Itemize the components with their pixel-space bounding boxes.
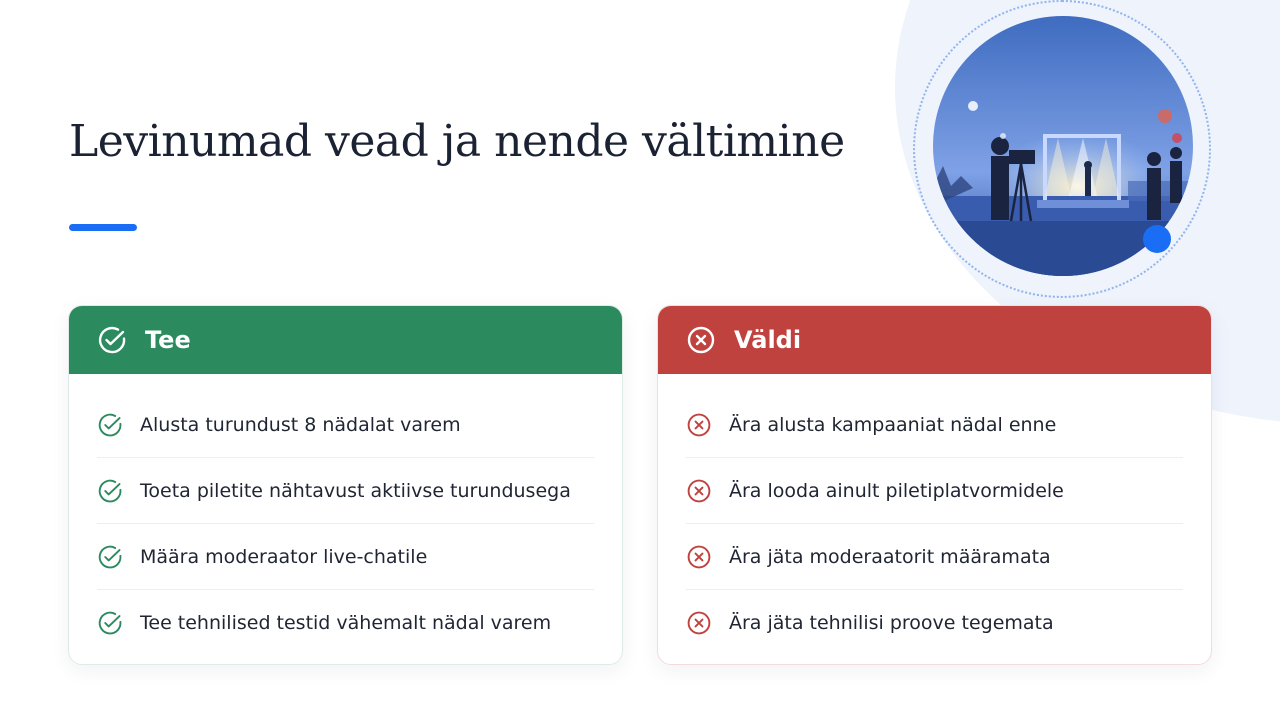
avoid-list [658,374,1211,655]
list-item [97,458,594,524]
list-item-text: Ära jäta moderaatorit määramata [729,545,1051,568]
list-item-text: Tee tehnilised testid vähemalt nädal varem [140,611,552,634]
x-circle-icon [686,412,712,438]
list-item [686,392,1183,458]
check-circle-icon [97,412,123,438]
do-card [68,305,623,665]
check-circle-icon [97,478,123,504]
avoid-card [657,305,1212,665]
title-accent-bar [69,224,137,231]
check-circle-icon [97,610,123,636]
hero-accent-dot [1143,225,1171,253]
list-item [97,392,594,458]
do-list [69,374,622,655]
do-card-header [69,306,622,374]
x-circle-icon [686,544,712,570]
avoid-card-title: Väldi [734,326,802,354]
list-item-text: Toeta piletite nähtavust aktiivse turundusega [140,479,571,502]
list-item [686,590,1183,655]
list-item [97,524,594,590]
avoid-card-header [658,306,1211,374]
list-item [97,590,594,655]
list-item [686,458,1183,524]
check-circle-icon [97,544,123,570]
list-item-text: Ära jäta tehnilisi proove tegemata [729,611,1054,634]
list-item-text: Alusta turundust 8 nädalat varem [140,413,461,436]
page-title: Levinumad vead ja nende vältimine [69,116,845,167]
check-circle-icon [97,325,127,355]
list-item-text: Ära looda ainult piletiplatvormidele [729,479,1064,502]
x-circle-icon [686,610,712,636]
list-item [686,524,1183,590]
x-circle-icon [686,478,712,504]
do-card-title: Tee [145,326,191,354]
list-item-text: Ära alusta kampaaniat nädal enne [729,413,1057,436]
x-circle-icon [686,325,716,355]
list-item-text: Määra moderaator live-chatile [140,545,428,568]
